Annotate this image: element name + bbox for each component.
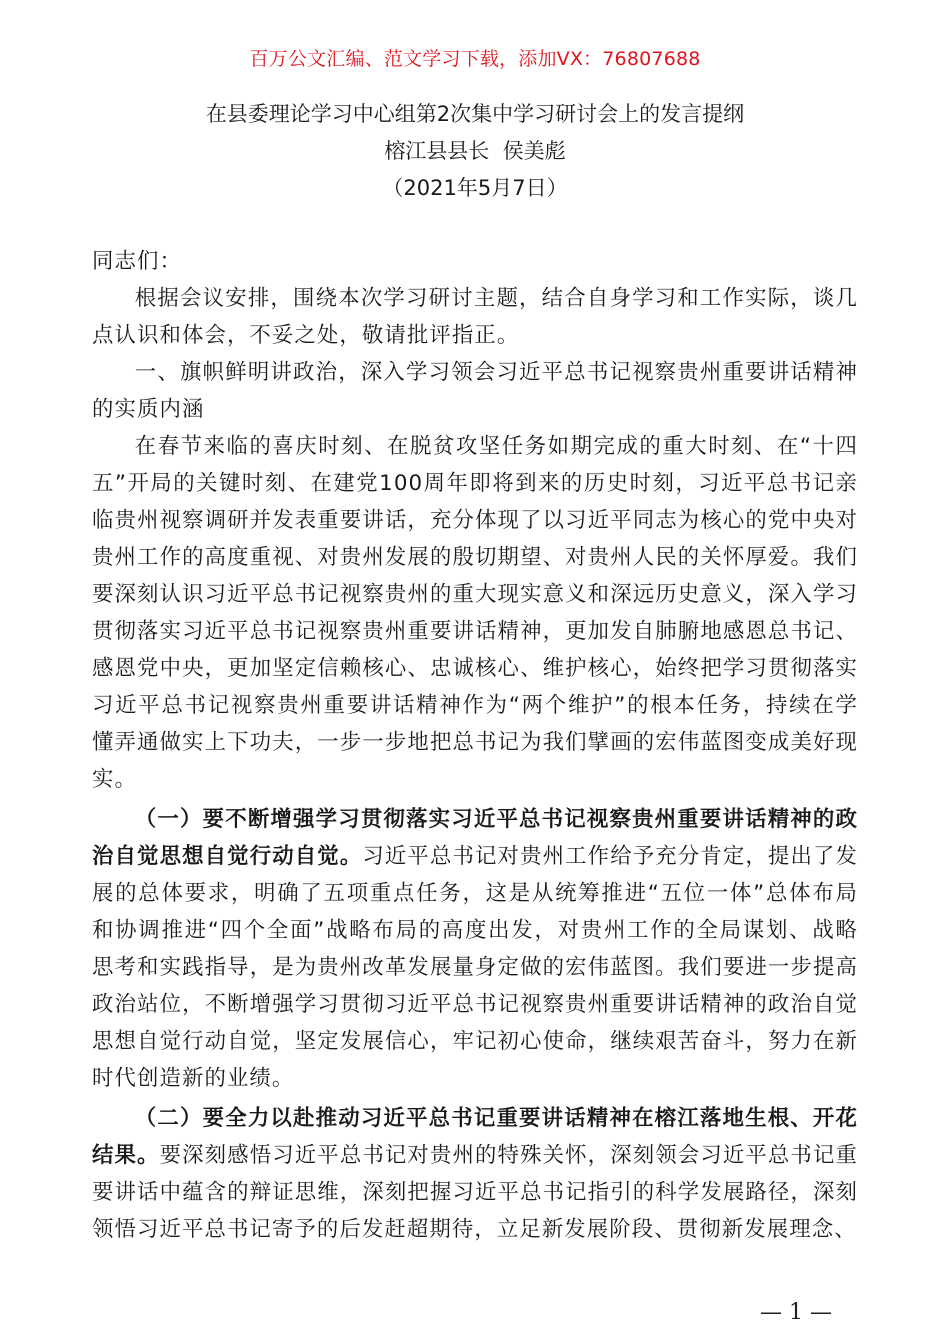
section-heading-1: 一、旗帜鲜明讲政治，深入学习领会习近平总书记视察贵州重要讲话精神的实质内涵 (92, 360, 858, 422)
subsection-2-text: 要深刻感悟习近平总书记对贵州的特殊关怀，深刻领会习近平总书记重要讲话中蕴含的辩证思维，深刻把握习近平总书记指引的科学发展路径，深刻领悟习近平总书记寄予的后发赶超期待，立足新发展阶段、贯彻新发展理念、 (92, 1143, 858, 1242)
salutation: 同志们： (92, 249, 182, 274)
page-number: — 1 — (760, 1300, 832, 1325)
document-date: （2021年5月7日） (382, 176, 568, 200)
subsection-1-text: 习近平总书记对贵州工作给予充分肯定，提出了发展的总体要求，明确了五项重点任务，这是从统筹推进“五位一体”总体布局和协调推进“四个全面”战略布局的高度出发，对贵州工作的全局谋划、战略思考和实践指导，是为贵州改革发展量身定做的宏伟蓝图。我们要进一步提高政治站位，不断增强学习贯彻习近平总书记视察贵州重要讲话精神的政治自觉思想自觉行动自觉，坚定发展信心，牢记初心使命，继续艰苦奋斗，努力在新时代创造新的业绩。 (92, 844, 859, 1091)
subsection-1-heading: （一）要不断增强学习贯彻落实习近平总书记视察贵州重要讲话精神的政治自觉思想自觉行动自觉。 (92, 807, 858, 869)
speaker-line: 榕江县县长 侯美彪 (384, 139, 566, 163)
watermark-banner: 百万公文汇编、范文学习下载，添加VX：76807688 (249, 48, 701, 70)
document-title: 在县委理论学习中心组第2次集中学习研讨会上的发言提纲 (205, 102, 745, 126)
subsection-2 (92, 1100, 858, 1248)
document-header (0, 96, 950, 207)
subsection-1 (92, 801, 858, 1097)
paragraph-intro: 根据会议安排，围绕本次学习研讨主题，结合自身学习和工作实际，谈几点认识和体会，不妥之处，敬请批评指正。 (92, 286, 858, 348)
subsection-2-heading: （二）要全力以赴推动习近平总书记重要讲话精神在榕江落地生根、开花结果。 (92, 1106, 858, 1168)
paragraph-context: 在春节来临的喜庆时刻、在脱贫攻坚任务如期完成的重大时刻、在“十四五”开局的关键时刻、在建党100周年即将到来的历史时刻，习近平总书记亲临贵州视察调研并发表重要讲话，充分体现了以习近平同志为核心的党中央对贵州工作的高度重视、对贵州发展的殷切期望、对贵州人民的关怀厚爱。我们要深刻认识习近平总书记视察贵州的重大现实意义和深远历史意义，深入学习贯彻落实习近平总书记视察贵州重要讲话精神，更加发自肺腑地感恩总书记、感恩党中央，更加坚定信赖核心、忠诚核心、维护核心，始终把学习贯彻落实习近平总书记视察贵州重要讲话精神作为“两个维护”的根本任务，持续在学懂弄通做实上下功夫，一步一步地把总书记为我们擘画的宏伟蓝图变成美好现实。 (92, 434, 858, 792)
document-body (92, 243, 858, 1248)
